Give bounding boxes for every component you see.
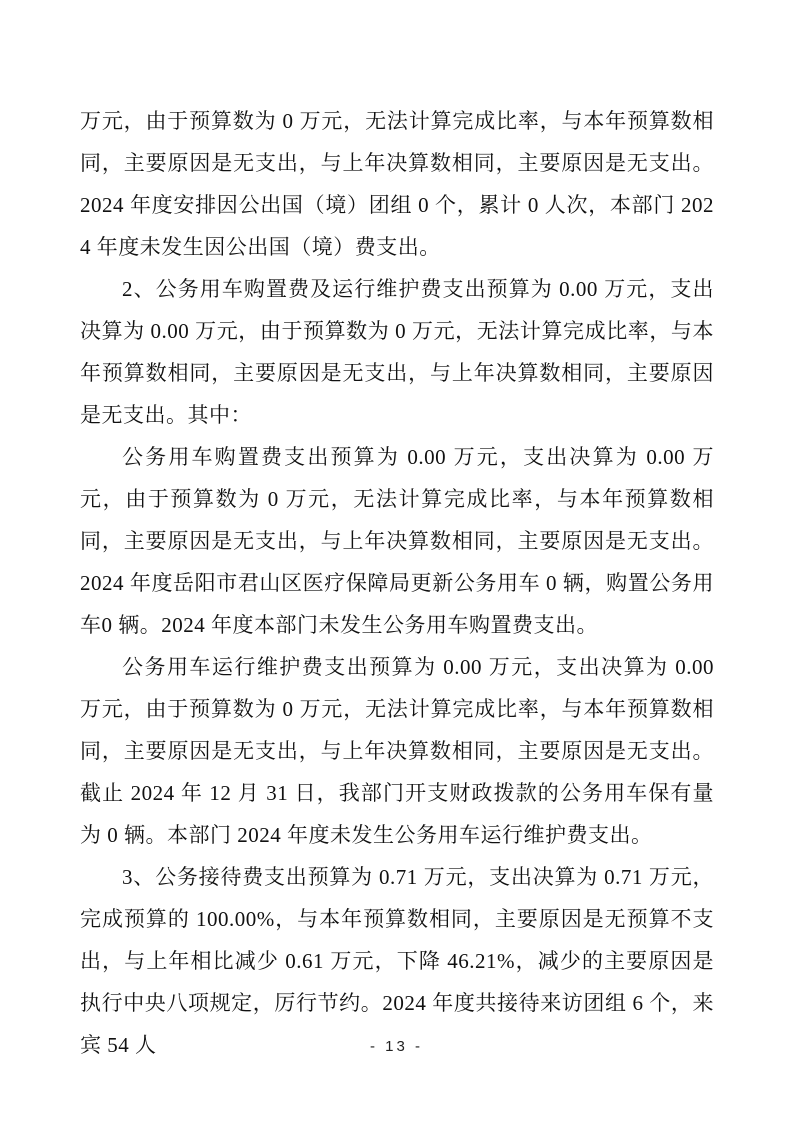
paragraph-official-reception: 3、公务接待费支出预算为 0.71 万元，支出决算为 0.71 万元，完成预算的 100.00%，与本年预算数相同，主要原因是无预算不支出，与上年相比减少 0.61 万元，下降 46.21%，减少的主要原因是执行中央八项规定，厉行节约。2024 年度共接待来访团组 6 个，来宾 54 人	[80, 865, 714, 1057]
paragraph-vehicle-purchase: 公务用车购置费支出预算为 0.00 万元，支出决算为 0.00 万元，由于预算数为 0 万元，无法计算完成比率，与本年预算数相同，主要原因是无支出，与上年决算数相同，主要原因是无支出。2024 年度岳阳市君山区医疗保障局更新公务用车 0 辆，购置公务用车0 辆。2024 年度本部门未发生公务用车购置费支出。	[80, 445, 714, 637]
document-body-text	[80, 100, 714, 1066]
paragraph-continuation: 万元，由于预算数为 0 万元，无法计算完成比率，与本年预算数相同，主要原因是无支出，与上年决算数相同，主要原因是无支出。2024 年度安排因公出国（境）团组 0 个，累计 0 人次，本部门 2024 年度未发生因公出国（境）费支出。	[80, 109, 714, 259]
paragraph-vehicle-maintenance: 公务用车运行维护费支出预算为 0.00 万元，支出决算为 0.00 万元，由于预算数为 0 万元，无法计算完成比率，与本年预算数相同，主要原因是无支出，与上年决算数相同，主要原因是无支出。截止 2024 年 12 月 31 日，我部门开支财政拨款的公务用车保有量为 0 辆。本部门 2024 年度未发生公务用车运行维护费支出。	[80, 655, 714, 847]
paragraph-vehicle-total: 2、公务用车购置费及运行维护费支出预算为 0.00 万元，支出决算为 0.00 万元，由于预算数为 0 万元，无法计算完成比率，与本年预算数相同，主要原因是无支出，与上年决算数相同，主要原因是无支出。其中：	[80, 277, 714, 427]
page-number: - 13 -	[369, 1038, 423, 1055]
